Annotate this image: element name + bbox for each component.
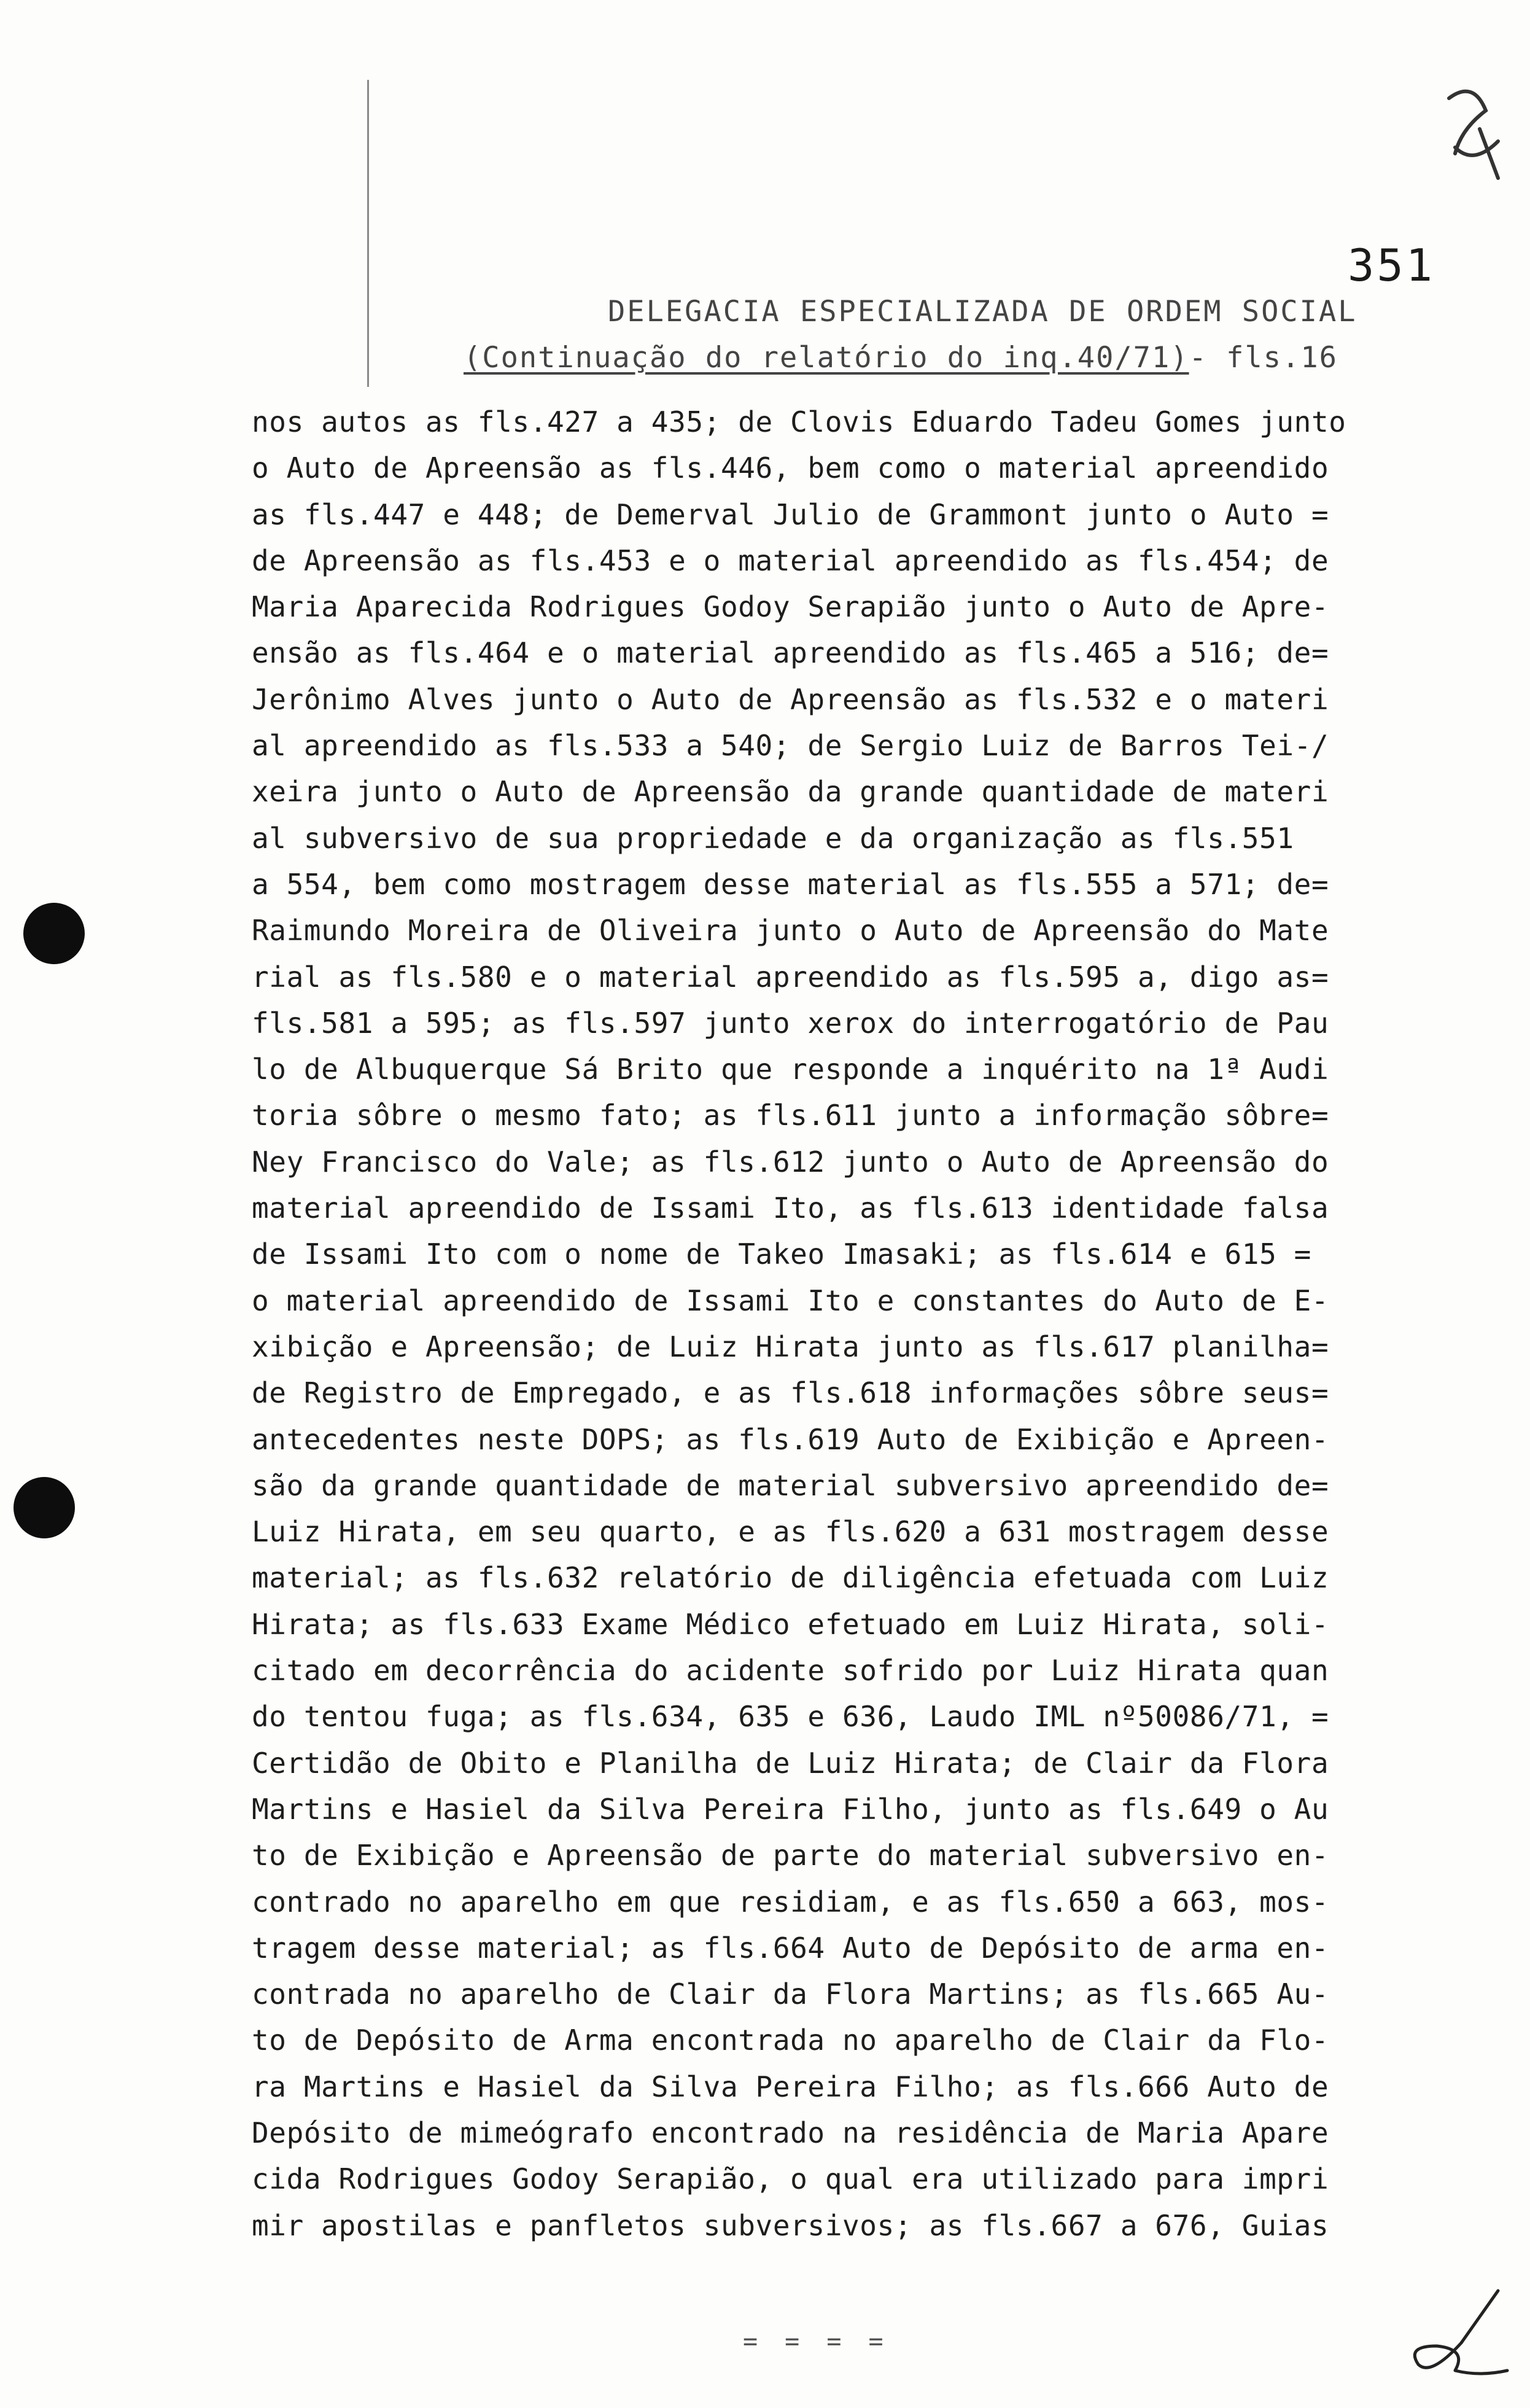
body-line: o material apreendido de Issami Ito e constantes do Auto de E- <box>252 1284 1329 1317</box>
header-subtitle-reference: (Continuação do relatório do inq.40/71) <box>464 341 1189 375</box>
body-line: Maria Aparecida Rodrigues Godoy Serapião junto o Auto de Apre- <box>252 590 1329 624</box>
body-line: Depósito de mimeógrafo encontrado na residência de Maria Apare <box>252 2116 1329 2149</box>
body-line: de Apreensão as fls.453 e o material apreendido as fls.454; de <box>252 544 1329 577</box>
body-line: a 554, bem como mostragem desse material as fls.555 a 571; de= <box>252 867 1329 901</box>
handwritten-signature <box>1394 2285 1510 2383</box>
body-line: antecedentes neste DOPS; as fls.619 Auto de Exibição e Apreen- <box>252 1422 1329 1456</box>
body-line: Hirata; as fls.633 Exame Médico efetuado em Luiz Hirata, soli- <box>252 1607 1329 1641</box>
footer-dashes: = = = = <box>743 2328 890 2356</box>
header-subtitle-folio: - fls.16 <box>1189 341 1338 375</box>
handwritten-corner-mark <box>1437 74 1510 197</box>
body-line: nos autos as fls.427 a 435; de Clovis Eduardo Tadeu Gomes junto <box>252 405 1346 438</box>
body-line: Raimundo Moreira de Oliveira junto o Auto de Apreensão do Mate <box>252 914 1329 948</box>
header-title: DELEGACIA ESPECIALIZADA DE ORDEM SOCIAL <box>608 295 1357 329</box>
body-line: o Auto de Apreensão as fls.446, bem como o material apreendido <box>252 451 1329 485</box>
body-line: rial as fls.580 e o material apreendido as fls.595 a, digo as= <box>252 960 1329 994</box>
margin-rule <box>367 80 369 387</box>
body-line: xibição e Apreensão; de Luiz Hirata junto as fls.617 planilha= <box>252 1330 1329 1363</box>
body-line: mir apostilas e panfletos subversivos; as fls.667 a 676, Guias <box>252 2208 1329 2242</box>
body-line: to de Exibição e Apreensão de parte do material subversivo en- <box>252 1839 1329 1872</box>
body-line: de Registro de Empregado, e as fls.618 informações sôbre seus= <box>252 1376 1329 1410</box>
body-line: tragem desse material; as fls.664 Auto de Depósito de arma en- <box>252 1931 1329 1965</box>
body-line: contrada no aparelho de Clair da Flora Martins; as fls.665 Au- <box>252 1977 1329 2011</box>
punch-hole-bottom <box>14 1477 75 1538</box>
header-subtitle <box>464 341 1338 375</box>
document-body <box>252 399 1474 2249</box>
body-line: al subversivo de sua propriedade e da organização as fls.551 <box>252 821 1294 855</box>
body-line: al apreendido as fls.533 a 540; de Sergio Luiz de Barros Tei-/ <box>252 729 1329 763</box>
body-line: xeira junto o Auto de Apreensão da grande quantidade de materi <box>252 775 1329 809</box>
body-line: Certidão de Obito e Planilha de Luiz Hirata; de Clair da Flora <box>252 1746 1329 1780</box>
body-line: cida Rodrigues Godoy Serapião, o qual era utilizado para impri <box>252 2162 1329 2196</box>
body-line: citado em decorrência do acidente sofrido por Luiz Hirata quan <box>252 1654 1329 1688</box>
body-line: lo de Albuquerque Sá Brito que responde a inquérito na 1ª Audi <box>252 1053 1329 1086</box>
body-line: Luiz Hirata, em seu quarto, e as fls.620 a 631 mostragem desse <box>252 1515 1329 1549</box>
body-line: toria sôbre o mesmo fato; as fls.611 junto a informação sôbre= <box>252 1099 1329 1132</box>
body-line: contrado no aparelho em que residiam, e as fls.650 a 663, mos- <box>252 1885 1329 1919</box>
body-line: as fls.447 e 448; de Demerval Julio de Grammont junto o Auto = <box>252 497 1329 531</box>
body-line: material apreendido de Issami Ito, as fls.613 identidade falsa <box>252 1191 1329 1225</box>
body-line: de Issami Ito com o nome de Takeo Imasaki; as fls.614 e 615 = <box>252 1237 1311 1271</box>
page-number: 351 <box>1348 240 1435 291</box>
body-line: ra Martins e Hasiel da Silva Pereira Filho; as fls.666 Auto de <box>252 2070 1329 2103</box>
body-line: fls.581 a 595; as fls.597 junto xerox do interrogatório de Pau <box>252 1006 1329 1040</box>
body-line: Jerônimo Alves junto o Auto de Apreensão as fls.532 e o materi <box>252 682 1329 716</box>
body-line: do tentou fuga; as fls.634, 635 e 636, Laudo IML nº50086/71, = <box>252 1700 1329 1734</box>
body-line: material; as fls.632 relatório de diligência efetuada com Luiz <box>252 1561 1329 1595</box>
body-line: são da grande quantidade de material subversivo apreendido de= <box>252 1468 1329 1502</box>
punch-hole-top <box>23 903 85 964</box>
body-line: Martins e Hasiel da Silva Pereira Filho, junto as fls.649 o Au <box>252 1792 1329 1826</box>
body-line: Ney Francisco do Vale; as fls.612 junto o Auto de Apreensão do <box>252 1145 1329 1179</box>
body-line: ensão as fls.464 e o material apreendido as fls.465 a 516; de= <box>252 636 1329 670</box>
body-line: to de Depósito de Arma encontrada no aparelho de Clair da Flo- <box>252 2024 1329 2057</box>
